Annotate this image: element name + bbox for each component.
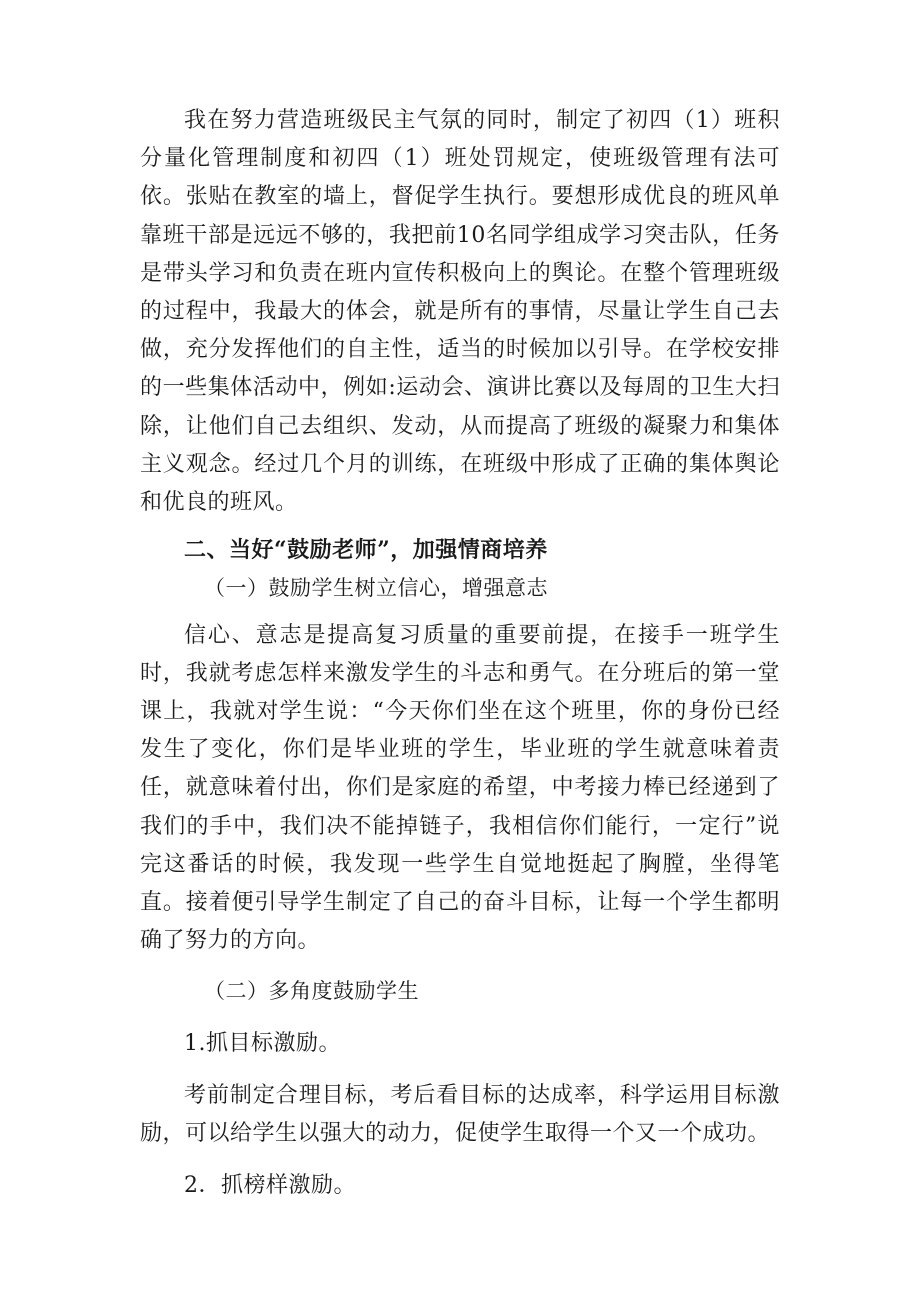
list-item-goal-motivation: 1.抓目标激励。 — [184, 1030, 341, 1056]
paragraph-class-management: 我在努力营造班级民主气氛的同时，制定了初四（1）班积分量化管理制度和初四（1）班处罚规定，使班级管理有法可依。张贴在教室的墙上，督促学生执行。要想形成优良的班风单靠班干部是远远不够的，我把前10名同学组成学习突击队，任务是带头学习和负责在班内宣传积极向上的舆论。在整个管理班级的过程中，我最大的体会，就是所有的事情，尽量让学生自己去做，充分发挥他们的自主性，适当的时候加以引导。在学校安排的一些集体活动中，例如:运动会、演讲比赛以及每周的卫生大扫除，让他们自己去组织、发动，从而提高了班级的凝聚力和集体主义观念。经过几个月的训练，在班级中形成了正确的集体舆论和优良的班风。 — [140, 108, 780, 516]
list-item-role-model-motivation: 2．抓榜样激励。 — [184, 1173, 356, 1199]
paragraph-confidence: 信心、意志是提高复习质量的重要前提，在接手一班学生时，我就考虑怎样来激发学生的斗志和勇气。在分班后的第一堂课上，我就对学生说：“今天你们坐在这个班里，你的身份已经发生了变化，你们是毕业班的学生，毕业班的学生就意味着责任，就意味着付出，你们是家庭的希望，中考接力棒已经递到了我们的手中，我们决不能掉链子，我相信你们能行，一定行”说完这番话的时候，我发现一些学生自觉地挺起了胸膛，坐得笔直。接着便引导学生制定了自己的奋斗目标，让每一个学生都明确了努力的方向。 — [140, 622, 780, 954]
section-heading-encouraging-teacher: 二、当好“鼓励老师”，加强情商培养 — [184, 537, 548, 564]
subsection-heading-confidence: （一）鼓励学生树立信心，增强意志 — [204, 576, 548, 601]
document-body — [140, 102, 780, 1205]
paragraph-goal-motivation: 考前制定合理目标，考后看目标的达成率，科学运用目标激励，可以给学生以强大的动力，促使学生取得一个又一个成功。 — [140, 1082, 780, 1147]
subsection-heading-multi-angle: （二）多角度鼓励学生 — [204, 979, 419, 1004]
